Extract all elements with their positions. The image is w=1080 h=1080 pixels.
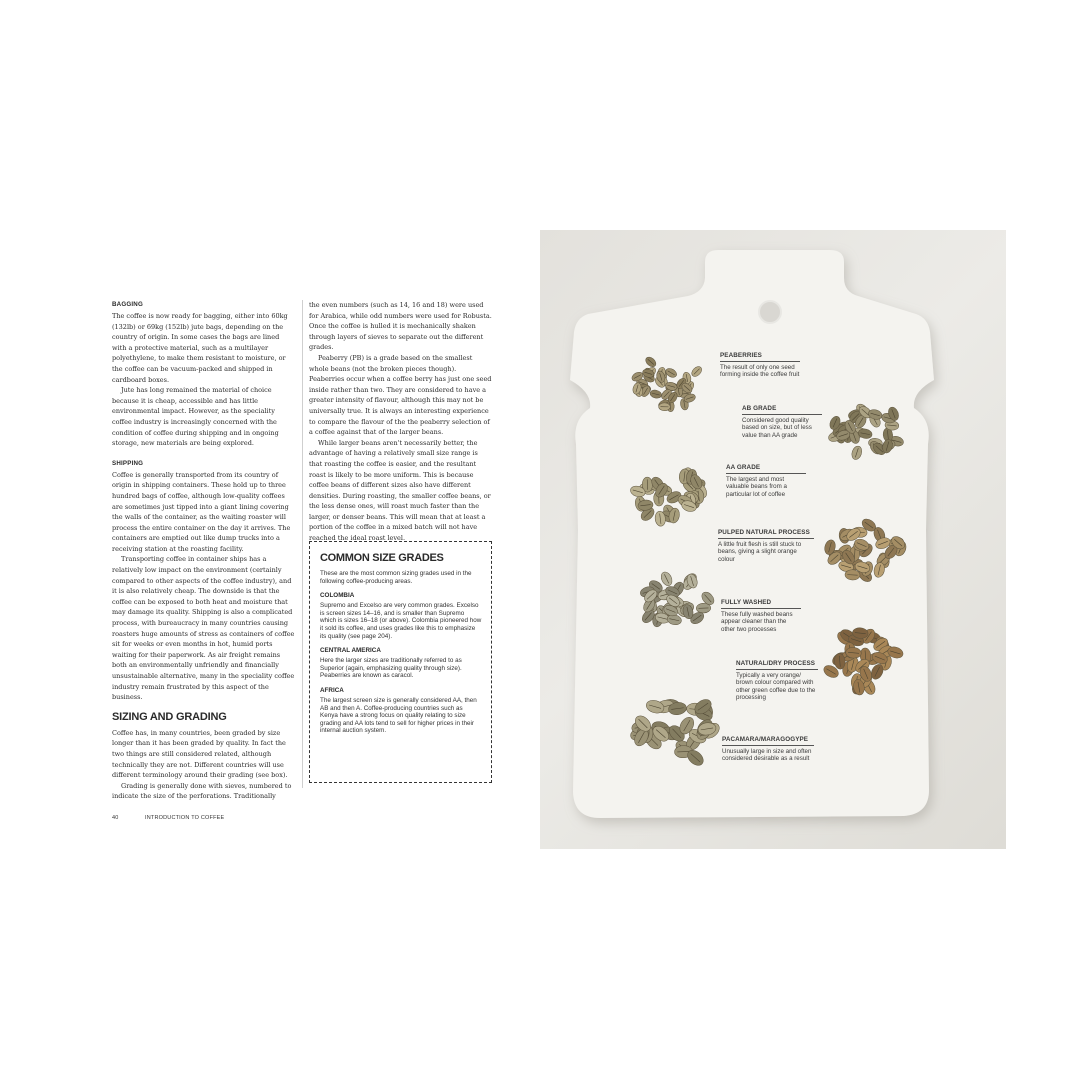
label-description: The result of only one seed forming inside the coffee fruit — [720, 364, 800, 379]
label-description: Unusually large in size and often considered desirable as a result — [722, 748, 812, 763]
bagging-paragraph-1: The coffee is now ready for bagging, either into 60kg (132lb) or 69kg (152lb) jute bags, depending on the country of origin. In some cases the bags are lined with a protective material, such as a multilayer polyethylene, to make them resistant to moisture, or the coffee can be vacuum-packed and shipped in cardboard boxes. — [112, 312, 288, 384]
shipping-paragraph-2: Transporting coffee in container ships has a relatively low impact on the environment (certainly compared to other aspects of the coffee industry), and it is also relatively cheap. The downside is that the coffee can be exposed to both heat and moisture that may damage its quality. Shipping is also a complicated process, with bureaucracy in many countries causing roasters huge amounts of stress as containers of coffee sit for weeks or even months in hot, humid ports waiting for their paperwork. As air freight remains both an environmentally unfriendly and financially unsustainable alternative, many in the speciality coffee industry remain frustrated by this aspect of the business. — [112, 555, 295, 702]
bagging-paragraph-2: Jute has long remained the material of choice because it is cheap, accessible and has little environmental impact. However, as the speciality coffee industry is increasingly concerned with the condition of coffee during shipping and in ongoing storage, new materials are being explored. — [112, 386, 279, 448]
column2-paragraph-1: the even numbers (such as 14, 16 and 18) were used for Arabica, while odd numbers were used for Robusta. Once the coffee is hulled it is mechanically shaken through layers of sieves to separate out the different grades. — [309, 301, 492, 352]
peaberry-paragraph: Peaberry (PB) is a grade based on the smallest whole beans (not the broken pieces though). Peaberries occur when a coffee berry has just one seed inside rather than two. They are considered to have a greater intensity of flavour, although this may not be universally true. It is always an interesting experience to compare the flavour of the the peaberry selection of a coffee against that of the larger beans. — [309, 353, 492, 437]
label-ab-grade — [742, 405, 822, 439]
label-aa-grade — [726, 464, 806, 498]
page-number: 40 — [112, 815, 119, 821]
sizing-grading-heading: SIZING AND GRADING — [112, 710, 227, 723]
text-column-1 — [112, 300, 295, 802]
label-pulped-natural — [718, 529, 814, 563]
page-footer — [112, 815, 224, 821]
running-section-title: INTRODUCTION TO COFFEE — [145, 815, 225, 821]
coffee-beans-photo — [540, 230, 1006, 849]
label-title: AB GRADE — [742, 405, 822, 415]
label-description: Considered good quality based on size, but of less value than AA grade — [742, 417, 812, 439]
label-pacamara — [722, 736, 814, 763]
label-title: AA GRADE — [726, 464, 806, 474]
bean-size-paragraph: While larger beans aren't necessarily better, the advantage of having a relatively small size range is that roasting the coffee is easier, and the resultant roast is likely to be more uniform. This is because coffee beans of different sizes also have different densities. During roasting, the smaller coffee beans, or the less dense ones, will roast much faster than the larger, or denser beans. This will mean that at least a portion of the coffee in a mixed batch will not have reached the ideal roast level. — [309, 438, 491, 543]
label-description: A little fruit flesh is still stuck to beans, giving a slight orange colour — [718, 541, 802, 563]
central-america-text: Here the larger sizes are traditionally referred to as Superior (again, emphasizing quality through size). Peaberries are known as caracol. — [320, 657, 462, 680]
box-title: COMMON SIZE GRADES — [320, 552, 444, 564]
shipping-heading: SHIPPING — [112, 459, 144, 467]
sizing-paragraph-2: Grading is generally done with sieves, numbered to indicate the size of the perforations. Traditionally — [112, 781, 292, 801]
label-description: These fully washed beans appear cleaner than the other two processes — [721, 611, 793, 633]
label-title: PEABERRIES — [720, 352, 800, 362]
shipping-paragraph-1: Coffee is generally transported from its country of origin in shipping containers. These hold up to three hundred bags of coffee, although low-quality coffees are sometimes just tipped into a giant lining covering the walls of the container, as the waiting roaster will process the entire container on the day it arrives. The containers are emptied out like dump trucks into a receiving station at the roasting facility. — [112, 470, 291, 553]
label-title: FULLY WASHED — [721, 599, 801, 609]
sizing-paragraph-1: Coffee has, in many countries, been graded by size longer than it has been graded by quality. In fact the two things are still considered related, although technically they are not. Different countries will use different terminology around their grading (see box). — [112, 728, 288, 780]
label-peaberries — [720, 352, 800, 379]
label-title: PULPED NATURAL PROCESS — [718, 529, 814, 539]
label-title: PACAMARA/MARAGOGYPE — [722, 736, 814, 746]
board-hole — [759, 301, 781, 323]
label-natural-dry — [736, 660, 818, 702]
colombia-text: Supremo and Excelso are very common grades. Excelso is screen sizes 14–16, and is smaller than Supremo which is sizes 16–18 (or above). Colombia pioneered how it sold its coffee, and uses grades like this to emphasize its quality (see page 204). — [320, 602, 482, 640]
box-intro: These are the most common sizing grades used in the following coffee-producing areas. — [320, 570, 472, 585]
label-description: The largest and most valuable beans from a particular lot of coffee — [726, 476, 787, 498]
central-america-heading: CENTRAL AMERICA — [320, 647, 381, 655]
africa-heading: AFRICA — [320, 686, 344, 694]
bagging-heading: BAGGING — [112, 301, 143, 308]
text-column-2 — [309, 300, 492, 544]
column-divider — [302, 300, 303, 788]
common-size-grades-box — [309, 541, 492, 783]
africa-text: The largest screen size is generally considered AA, then AB and then A. Coffee-producing countries such as Kenya have a strong focus on quality relating to size grading and AA lots tend to sell for higher prices in their internal auction system. — [320, 696, 477, 735]
label-title: NATURAL/DRY PROCESS — [736, 660, 818, 670]
label-description: Typically a very orange/ brown colour compared with other green coffee due to the processing — [736, 672, 816, 702]
label-fully-washed — [721, 599, 801, 633]
colombia-heading: COLOMBIA — [320, 592, 355, 600]
